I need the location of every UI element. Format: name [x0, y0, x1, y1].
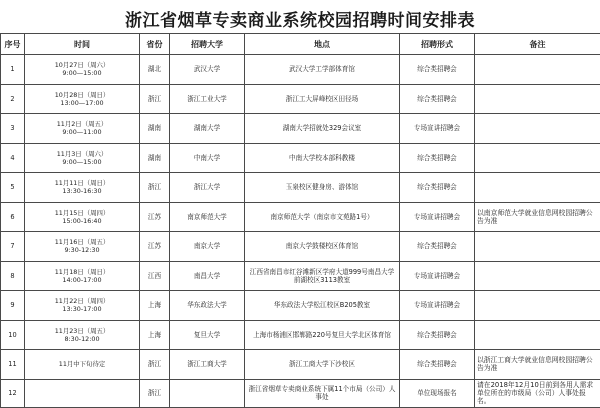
- cell-province: [140, 143, 170, 173]
- cell-time-time-text: 9:00—15:00: [62, 69, 101, 77]
- cell-note-note-text: 请在2018年12月10日前到各用人需求单位所在的市级局（公司）人事处报名。: [477, 381, 593, 405]
- cell-no-no-text: 7: [10, 242, 14, 250]
- header-row: [1, 34, 600, 55]
- cell-university: [170, 55, 245, 85]
- cell-time-time-text: 15:00-16:40: [62, 217, 101, 225]
- header-location: 地点: [245, 34, 400, 55]
- cell-province-province-text: 浙江: [148, 389, 161, 397]
- cell-form: [400, 232, 475, 262]
- cell-university-university-text: 中南大学: [194, 154, 220, 162]
- cell-form: [400, 202, 475, 232]
- cell-time-date-text: 11月11日（周日）: [55, 179, 110, 187]
- cell-note: [475, 261, 600, 291]
- table-row: [1, 232, 600, 262]
- cell-location: [245, 350, 400, 380]
- cell-university-university-text: 浙江工业大学: [187, 95, 227, 103]
- cell-university-university-text: 南京师范大学: [187, 213, 227, 221]
- cell-province: [140, 173, 170, 203]
- cell-location-location-text: 浙江工大屏峰校区田径场: [286, 95, 359, 103]
- cell-note: [475, 232, 600, 262]
- cell-form-form-text: 综合类招聘会: [417, 95, 457, 103]
- cell-form-form-text: 单位现场报名: [417, 389, 457, 397]
- cell-no: [1, 379, 25, 407]
- cell-time: [25, 291, 140, 321]
- cell-form-form-text: 专场宣讲招聘会: [414, 301, 460, 309]
- cell-note: [475, 291, 600, 321]
- cell-province: [140, 84, 170, 114]
- cell-university: [170, 261, 245, 291]
- cell-form: [400, 350, 475, 380]
- table-row: [1, 320, 600, 350]
- cell-university-university-text: 南京大学: [194, 242, 220, 250]
- cell-location-location-text: 浙江工商大学下沙校区: [289, 360, 355, 368]
- table-row: [1, 173, 600, 203]
- cell-note: [475, 143, 600, 173]
- cell-no-no-text: 4: [10, 154, 14, 162]
- cell-time: [25, 84, 140, 114]
- cell-university-university-text: 湖南大学: [194, 124, 220, 132]
- cell-location-location-text: 玉泉校区健身房、游体馆: [286, 183, 359, 191]
- cell-university-university-text: 南昌大学: [194, 272, 220, 280]
- cell-province: [140, 232, 170, 262]
- cell-location-location-text: 中南大学校本部科教楼: [289, 154, 355, 162]
- cell-university: [170, 173, 245, 203]
- cell-location: [245, 84, 400, 114]
- cell-no: [1, 261, 25, 291]
- cell-location: [245, 114, 400, 144]
- cell-province: [140, 320, 170, 350]
- cell-time: [25, 55, 140, 85]
- cell-form: [400, 291, 475, 321]
- cell-location-location-text: 武汉大学工学部体育馆: [289, 65, 355, 73]
- cell-note: [475, 350, 600, 380]
- table-row: [1, 143, 600, 173]
- table-row: [1, 379, 600, 407]
- cell-no-no-text: 1: [10, 65, 14, 73]
- cell-note: [475, 173, 600, 203]
- cell-form: [400, 379, 475, 407]
- cell-province: [140, 291, 170, 321]
- cell-note-note-text: 以南京师范大学就业信息网校园招聘公告为准: [477, 209, 593, 225]
- cell-note: [475, 202, 600, 232]
- table-row: [1, 114, 600, 144]
- cell-form-form-text: 综合类招聘会: [417, 154, 457, 162]
- cell-time-date-text: 11月3日（周六）: [57, 150, 108, 158]
- cell-form-form-text: 综合类招聘会: [417, 242, 457, 250]
- cell-time-date-text: 11月中下旬待定: [59, 360, 105, 368]
- cell-note-note-text: 以浙江工商大学就业信息网校园招聘公告为准: [477, 356, 593, 372]
- cell-note: [475, 84, 600, 114]
- cell-form-form-text: 专场宣讲招聘会: [414, 272, 460, 280]
- header-note: 备注: [475, 34, 600, 55]
- cell-university: [170, 232, 245, 262]
- cell-no-no-text: 6: [10, 213, 14, 221]
- cell-time-date-text: 11月22日（周四）: [55, 297, 110, 305]
- table-row: [1, 350, 600, 380]
- cell-location-location-text: 浙江省烟草专卖商业系统下属11个市局（公司）人事处: [249, 385, 396, 401]
- cell-time: [25, 232, 140, 262]
- cell-time-date-text: 10月28日（周日）: [55, 91, 110, 99]
- table-row: [1, 84, 600, 114]
- cell-time-time-text: 13:30-16:30: [62, 187, 101, 195]
- cell-no: [1, 320, 25, 350]
- cell-province-province-text: 上海: [148, 331, 161, 339]
- cell-university-university-text: 武汉大学: [194, 65, 220, 73]
- cell-province-province-text: 浙江: [148, 360, 161, 368]
- cell-no: [1, 143, 25, 173]
- cell-university-university-text: 浙江大学: [194, 183, 220, 191]
- cell-time-date-text: 11月15日（周四）: [55, 209, 110, 217]
- header-province: 省份: [140, 34, 170, 55]
- cell-province: [140, 55, 170, 85]
- cell-university: [170, 114, 245, 144]
- table-row: [1, 261, 600, 291]
- header-form: 招聘形式: [400, 34, 475, 55]
- cell-location-location-text: 南京大学鼓楼校区体育馆: [286, 242, 359, 250]
- cell-province-province-text: 浙江: [148, 183, 161, 191]
- table-body: [1, 55, 600, 408]
- cell-time: [25, 143, 140, 173]
- cell-no: [1, 202, 25, 232]
- cell-location: [245, 55, 400, 85]
- cell-university: [170, 350, 245, 380]
- table-row: [1, 202, 600, 232]
- cell-province-province-text: 江西: [148, 272, 161, 280]
- cell-time-date-text: 11月18日（周日）: [55, 268, 110, 276]
- cell-form-form-text: 综合类招聘会: [417, 360, 457, 368]
- cell-form-form-text: 专场宣讲招聘会: [414, 213, 460, 221]
- cell-no-no-text: 12: [8, 389, 16, 397]
- cell-location-location-text: 江西省南昌市红谷滩新区学府大道999号南昌大学前湖校区3113教室: [250, 268, 394, 284]
- cell-no: [1, 291, 25, 321]
- cell-province-province-text: 江苏: [148, 242, 161, 250]
- cell-no-no-text: 9: [10, 301, 14, 309]
- cell-no-no-text: 2: [10, 95, 14, 103]
- cell-university: [170, 84, 245, 114]
- cell-province-province-text: 湖南: [148, 124, 161, 132]
- table-row: [1, 55, 600, 85]
- cell-location-location-text: 南京师范大学（南京市文苑路1号）: [270, 213, 373, 221]
- cell-no: [1, 350, 25, 380]
- cell-no: [1, 173, 25, 203]
- cell-location: [245, 143, 400, 173]
- table-row: [1, 291, 600, 321]
- cell-no-no-text: 10: [8, 331, 16, 339]
- cell-location-location-text: 上海市杨浦区邯郸路220号复旦大学北区体育馆: [253, 331, 391, 339]
- cell-form-form-text: 综合类招聘会: [417, 65, 457, 73]
- cell-no-no-text: 3: [10, 124, 14, 132]
- cell-form-form-text: 综合类招聘会: [417, 331, 457, 339]
- cell-time-time-text: 9:00—11:00: [62, 128, 101, 136]
- cell-form-form-text: 综合类招聘会: [417, 183, 457, 191]
- cell-time: [25, 173, 140, 203]
- cell-university: [170, 379, 245, 407]
- cell-university: [170, 143, 245, 173]
- cell-form-form-text: 专场宣讲招聘会: [414, 124, 460, 132]
- header-university: 招聘大学: [170, 34, 245, 55]
- cell-province: [140, 202, 170, 232]
- cell-note: [475, 55, 600, 85]
- cell-time: [25, 261, 140, 291]
- cell-time-time-text: 9:30-12:30: [64, 246, 99, 254]
- cell-location-location-text: 湖南大学招就处329会议室: [283, 124, 362, 132]
- cell-time: [25, 202, 140, 232]
- cell-form: [400, 84, 475, 114]
- cell-no-no-text: 11: [8, 360, 16, 368]
- schedule-table: [0, 33, 600, 408]
- cell-time-date-text: 11月23日（周五）: [55, 327, 110, 335]
- cell-university: [170, 291, 245, 321]
- cell-no: [1, 114, 25, 144]
- cell-time-time-text: 9:00—15:00: [62, 158, 101, 166]
- cell-time-time-text: 13:30-17:00: [62, 305, 101, 313]
- cell-location: [245, 320, 400, 350]
- cell-province-province-text: 上海: [148, 301, 161, 309]
- cell-note: [475, 379, 600, 407]
- cell-province-province-text: 浙江: [148, 95, 161, 103]
- header-no: 序号: [1, 34, 25, 55]
- cell-time-time-text: 14:00-17:00: [62, 276, 101, 284]
- cell-time-date-text: 11月16日（周五）: [55, 238, 110, 246]
- cell-form: [400, 261, 475, 291]
- cell-location: [245, 202, 400, 232]
- cell-time: [25, 320, 140, 350]
- cell-time: [25, 379, 140, 407]
- cell-location: [245, 261, 400, 291]
- cell-province: [140, 379, 170, 407]
- header-time: 时间: [25, 34, 140, 55]
- cell-form: [400, 143, 475, 173]
- cell-university-university-text: 复旦大学: [194, 331, 220, 339]
- cell-province-province-text: 湖北: [148, 65, 161, 73]
- cell-no: [1, 232, 25, 262]
- cell-no-no-text: 5: [10, 183, 14, 191]
- cell-location: [245, 232, 400, 262]
- cell-province-province-text: 湖南: [148, 154, 161, 162]
- cell-location: [245, 173, 400, 203]
- cell-time-date-text: 11月2日（周五）: [57, 120, 108, 128]
- cell-note: [475, 320, 600, 350]
- page-title: 浙江省烟草专卖商业系统校园招聘时间安排表: [0, 6, 600, 31]
- cell-no-no-text: 8: [10, 272, 14, 280]
- cell-note: [475, 114, 600, 144]
- cell-time: [25, 114, 140, 144]
- cell-time: [25, 350, 140, 380]
- cell-province: [140, 261, 170, 291]
- cell-location-location-text: 华东政法大学松江校区B205教室: [274, 301, 370, 309]
- cell-university-university-text: 浙江工商大学: [187, 360, 227, 368]
- cell-no: [1, 55, 25, 85]
- cell-time-time-text: 8:30-12:00: [64, 335, 99, 343]
- cell-location: [245, 291, 400, 321]
- cell-form: [400, 320, 475, 350]
- cell-university: [170, 202, 245, 232]
- cell-province: [140, 350, 170, 380]
- cell-province-province-text: 江苏: [148, 213, 161, 221]
- cell-location: [245, 379, 400, 407]
- cell-university: [170, 320, 245, 350]
- cell-university-university-text: 华东政法大学: [187, 301, 227, 309]
- cell-province: [140, 114, 170, 144]
- cell-form: [400, 55, 475, 85]
- cell-form: [400, 173, 475, 203]
- cell-form: [400, 114, 475, 144]
- cell-no: [1, 84, 25, 114]
- cell-time-date-text: 10月27日（周六）: [55, 61, 110, 69]
- cell-time-time-text: 13:00—17:00: [60, 99, 103, 107]
